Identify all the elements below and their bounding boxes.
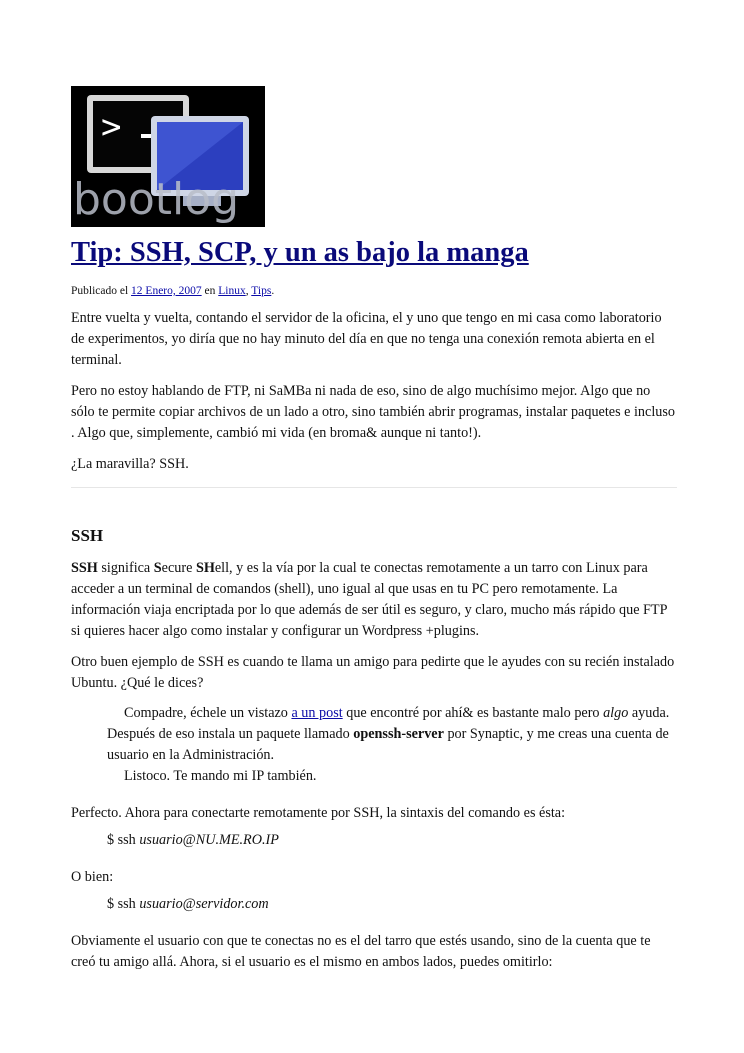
secure-initial: S	[153, 560, 162, 576]
ssh-heading: SSH	[71, 526, 104, 545]
quote-paragraph: Listoco. Te mando mi IP también.	[124, 768, 317, 784]
quote-text: ayuda. Después de eso instala un paquete llamado	[107, 705, 670, 742]
example-intro: Otro buen ejemplo de SSH es cuando te llama un amigo para pedirte que le ayudes con su recién instalado Ubuntu. ¿Qué le dices?	[71, 654, 675, 691]
post-title	[71, 235, 677, 271]
shell-initial: SH	[195, 560, 215, 576]
bootlog-logo-icon	[71, 86, 265, 227]
bootlog-logo	[71, 86, 265, 227]
quote-paragraph	[107, 703, 677, 766]
category-linux-link[interactable]: Linux	[218, 285, 246, 297]
package-name: openssh-server	[353, 726, 444, 742]
divider	[71, 487, 677, 488]
or-text: O bien:	[71, 869, 114, 885]
intro-paragraph: Entre vuelta y vuelta, contando el servidor de la oficina, el y uno que tengo en mi casa como laboratorio de experimentos, yo diría que no hay minuto del día en que no tenga una conexión remota abierta en el terminal.	[71, 310, 662, 368]
command-example	[107, 894, 677, 915]
meta-in: en	[204, 285, 216, 297]
ssh-def-text: ell, y es la vía por la cual te conectas remotamente a un tarro con Linux para acceder a un terminal de comandos (shell), uno igual al que usas en tu PC pero remotamente. La información viaja encriptada por lo que además de ser útil es seguro, y claro, mucho más rápido que FTP si quieres hacer algo como instalar y configurar un Wordpress +plugins.	[71, 560, 667, 639]
post-title-link[interactable]: Tip: SSH, SCP, y un as bajo la manga	[71, 237, 529, 268]
meta-prefix: Publicado el	[71, 285, 129, 297]
prompt-glyph: >	[101, 107, 122, 147]
quote-text: que encontré por ahí& es bastante malo pero	[342, 705, 604, 721]
syntax-intro: Perfecto. Ahora para conectarte remotamente por SSH, la sintaxis del comando es ésta:	[71, 805, 566, 821]
command-argument: usuario@servidor.com	[139, 896, 269, 912]
intro-paragraph: Pero no estoy hablando de FTP, ni SaMBa ni nada de eso, sino de algo muchísimo mejor. Algo que no sólo te permite copiar archivos de un lado a otro, sino también abrir programas, instalar paquetes e incluso . Algo que, simplemente, cambió mi vida (en broma& aunque ni tanto!).	[71, 383, 675, 441]
intro-paragraph: ¿La maravilla? SSH.	[71, 456, 189, 472]
command-example	[107, 830, 677, 851]
meta-end: .	[271, 285, 275, 297]
quote-text: Compadre, échele un vistazo	[124, 705, 292, 721]
post-content	[71, 86, 677, 973]
logo-wordmark: bootlog	[73, 174, 240, 225]
meta-sep: ,	[245, 285, 249, 297]
closing-paragraph: Obviamente el usuario con que te conectas no es el del tarro que estés usando, sino de la cuenta que te creó tu amigo allá. Ahora, si el usuario es el mismo en ambos lados, puedes omitirlo:	[71, 933, 651, 970]
quote-emphasis: algo	[603, 705, 629, 721]
post-link[interactable]: a un post	[291, 705, 343, 721]
quote-text: por Synaptic, y me creas una cuenta de usuario en la Administración.	[107, 726, 669, 763]
command-prefix: $ ssh	[107, 832, 140, 848]
ssh-bold: SSH	[71, 560, 98, 576]
command-prefix: $ ssh	[107, 896, 140, 912]
post-date-link[interactable]: 12 Enero, 2007	[131, 285, 202, 297]
quote-block	[107, 703, 677, 787]
command-argument: usuario@NU.ME.RO.IP	[139, 832, 279, 848]
post-meta	[71, 283, 677, 299]
ssh-def-text: significa	[97, 560, 154, 576]
ssh-definition	[71, 558, 677, 642]
category-tips-link[interactable]: Tips	[251, 285, 272, 297]
ssh-def-text: ecure	[161, 560, 196, 576]
